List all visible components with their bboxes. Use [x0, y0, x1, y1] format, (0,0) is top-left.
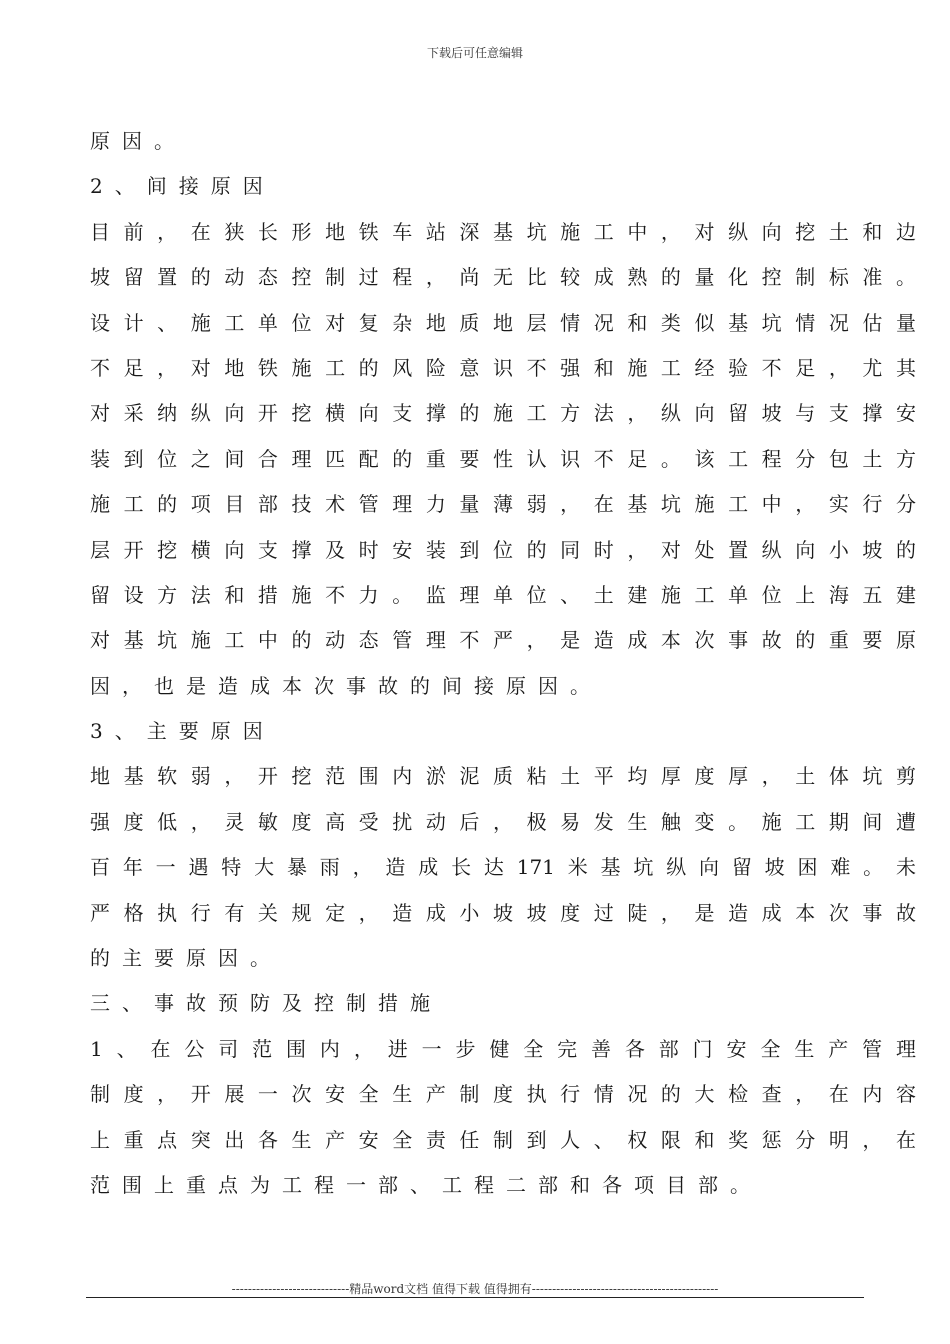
text-line: 百年一遇特大暴雨，造成长达171米基坑纵向留坡困难。未 [90, 855, 916, 880]
text-line: 制度，开展一次安全生产制度执行情况的大检查，在内容 [90, 1082, 916, 1107]
document-body [90, 119, 916, 1208]
text-line: 上重点突出各生产安全责任制到人、权限和奖惩分明，在 [90, 1127, 916, 1152]
section-heading: 3、主要原因 [90, 719, 275, 744]
text-line: 强度低，灵敏度高受扰动后，极易发生触变。施工期间遭 [90, 809, 916, 834]
section-heading: 三、事故预防及控制措施 [90, 991, 442, 1016]
text-line: 对基坑施工中的动态管理不严，是造成本次事故的重要原 [90, 628, 916, 653]
text-line: 目前，在狭长形地铁车站深基坑施工中，对纵向挖土和边 [90, 219, 916, 244]
page-header-note: 下载后可任意编辑 [426, 46, 523, 60]
text-line: 装到位之间合理匹配的重要性认识不足。该工程分包土方 [90, 446, 916, 471]
text-line: 留设方法和措施不力。监理单位、土建施工单位上海五建 [90, 582, 916, 607]
footer-divider [86, 1297, 864, 1298]
text-line: 1、在公司范围内，进一步健全完善各部门安全生产管理 [90, 1036, 916, 1061]
text-line: 原因。 [90, 129, 186, 153]
text-line: 范围上重点为工程一部、工程二部和各项目部。 [90, 1172, 762, 1197]
text-line: 坡留置的动态控制过程，尚无比较成熟的量化控制标准。 [90, 265, 916, 290]
section-heading: 2、间接原因 [90, 174, 275, 199]
text-line: 施工的项目部技术管理力量薄弱，在基坑施工中，实行分 [90, 492, 916, 517]
page-footer-note: -----------------------------精品word文档 值得下载 值得拥有---------------------------------------------- [231, 1282, 719, 1296]
text-line: 不足，对地铁施工的风险意识不强和施工经验不足，尤其 [90, 355, 916, 380]
text-line: 设计、施工单位对复杂地质地层情况和类似基坑情况估量 [90, 310, 916, 335]
text-line: 严格执行有关规定，造成小坡坡度过陡，是造成本次事故 [90, 900, 916, 925]
text-line: 对采纳纵向开挖横向支撑的施工方法，纵向留坡与支撑安 [90, 401, 916, 426]
text-line: 层开挖横向支撑及时安装到位的同时，对处置纵向小坡的 [90, 537, 916, 562]
text-line: 地基软弱，开挖范围内淤泥质粘土平均厚度厚，土体坑剪 [90, 764, 916, 789]
text-line: 的主要原因。 [90, 946, 282, 971]
text-line: 因，也是造成本次事故的间接原因。 [90, 673, 602, 698]
